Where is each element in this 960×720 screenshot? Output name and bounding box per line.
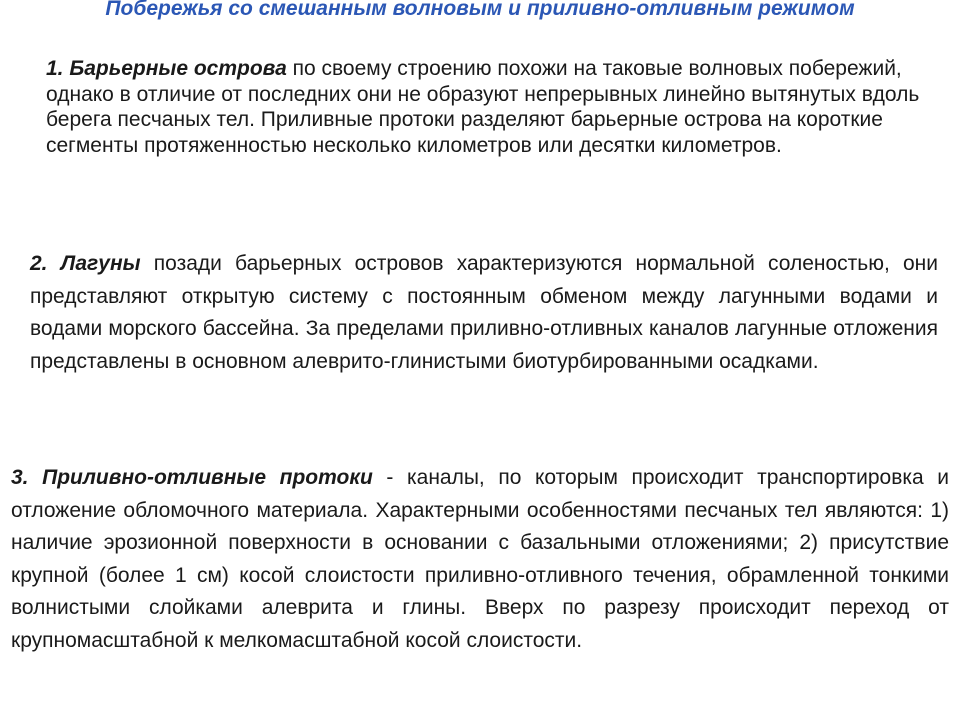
paragraph-lagoons bbox=[30, 248, 938, 378]
paragraph-text: по своему строению похожи на таковые волновых побережий, однако в отличие от последних они не образуют непрерывных линейно вытянутых вдоль берега песчаных тел. Приливные протоки разделяют барьерные острова на короткие сегменты протяженностью несколько километров или десятки километров. bbox=[46, 57, 920, 157]
slide-title: Побережья со смешанным волновым и приливно-отливным режимом bbox=[105, 0, 855, 20]
paragraph-tidal-channels bbox=[11, 462, 949, 657]
paragraph-text: - каналы, по которым происходит транспортировка и отложение обломочного материала. Характерными особенностями песчаных тел являются: 1) наличие эрозионной поверхности в основании с базальными отложениями; 2) присутствие крупной (более 1 см) косой слоистости приливно-отливного течения, обрамленной тонкими волнистыми слойками алеврита и глины. Вверх по разрезу происходит переход от крупномасштабной к мелкомасштабной косой слоистости. bbox=[11, 466, 949, 652]
paragraph-lead: 2. Лагуны bbox=[30, 252, 141, 275]
paragraph-lead: 3. Приливно-отливные протоки bbox=[11, 466, 373, 489]
paragraph-lead: 1. Барьерные острова bbox=[46, 57, 287, 80]
paragraph-barrier-islands bbox=[46, 56, 936, 158]
paragraph-text: позади барьерных островов характеризуются нормальной соленостью, они представляют открытую систему с постоянным обменом между лагунными водами и водами морского бассейна. За пределами приливно-отливных каналов лагунные отложения представлены в основном алеврито-глинистыми биотурбированными осадками. bbox=[30, 252, 938, 373]
